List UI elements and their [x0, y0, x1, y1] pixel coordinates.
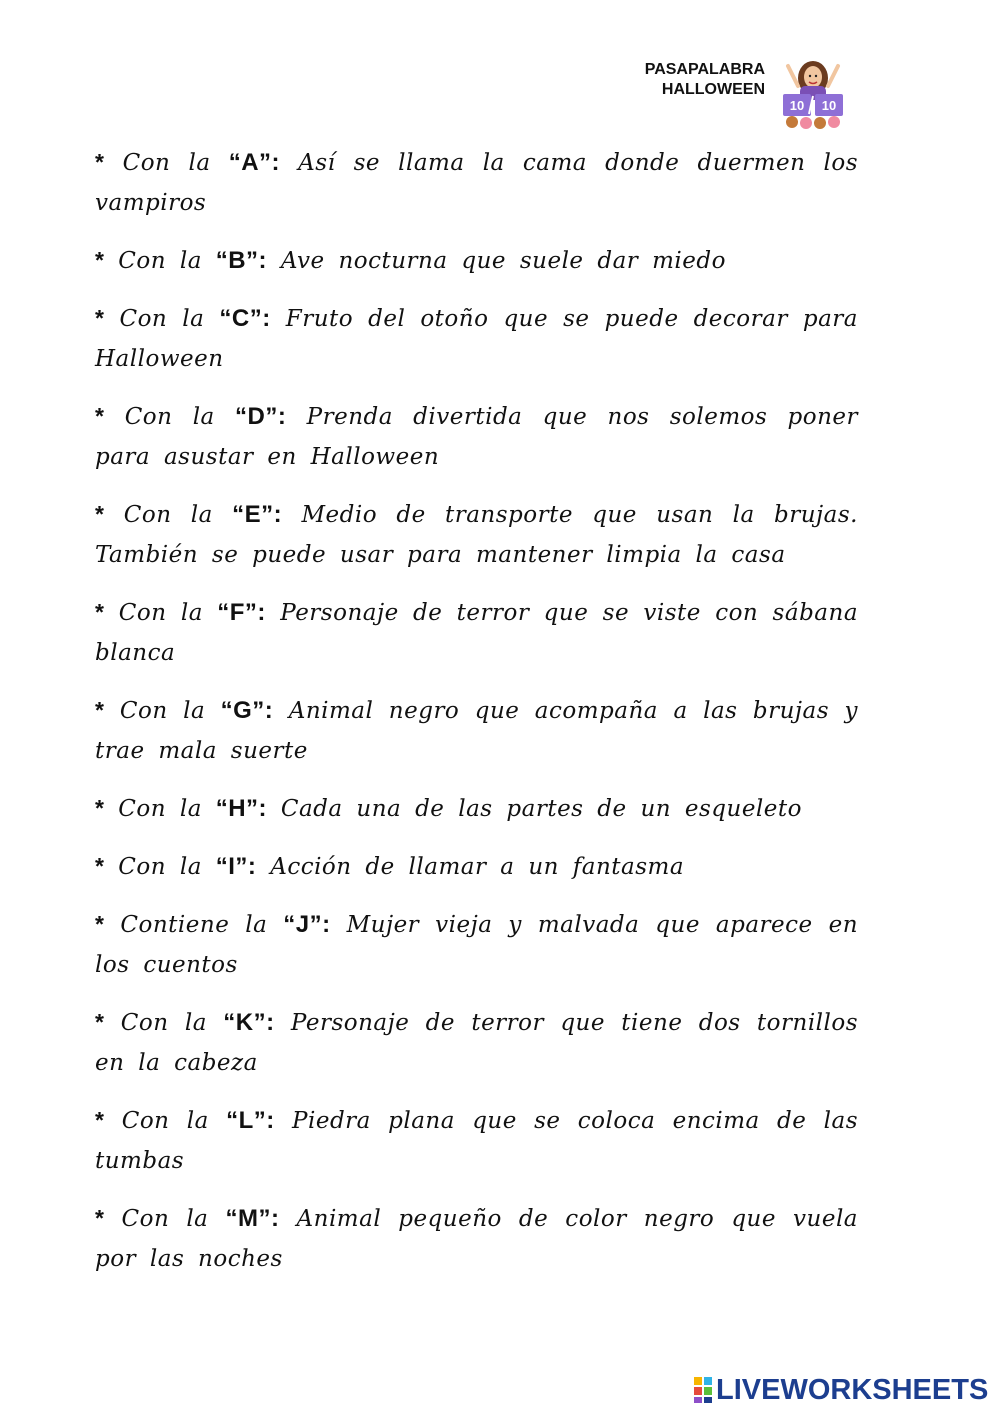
clue-item: [95, 690, 858, 771]
clue-text: Animal negro que acompaña a las brujas y trae mala suerte: [95, 698, 859, 764]
clue-prefix: Con la: [124, 404, 215, 430]
clue-item: [95, 788, 858, 829]
title-line-1: PASAPALABRA: [644, 61, 765, 78]
clue-star: *: [95, 795, 105, 821]
clue-star: *: [95, 599, 105, 625]
clue-item: [95, 396, 858, 477]
clue-star: *: [95, 501, 105, 527]
clue-text: Personaje de terror que tiene dos tornillos en la cabeza: [95, 1010, 859, 1076]
clue-item: [95, 846, 858, 887]
clue-star: *: [95, 247, 105, 273]
clue-letter: “D”:: [235, 403, 287, 430]
clue-text: Cada una de las partes de un esqueleto: [280, 796, 802, 822]
clue-item: [95, 1198, 858, 1279]
clue-item: [95, 904, 858, 985]
clue-letter: “I”:: [215, 853, 257, 880]
clue-item: [95, 240, 858, 281]
clue-prefix: Con la: [123, 502, 213, 528]
clue-text: Medio de transporte que usan la brujas. También se puede usar para mantener limpia la casa: [95, 502, 858, 568]
clue-letter: “F”:: [217, 599, 266, 626]
clue-letter: “C”:: [219, 305, 271, 332]
clue-star: *: [95, 403, 105, 429]
clue-prefix: Con la: [118, 854, 202, 880]
clue-prefix: Contiene la: [120, 912, 268, 938]
clue-prefix: Con la: [118, 600, 203, 626]
clue-star: *: [95, 1009, 105, 1035]
clue-prefix: Con la: [121, 1206, 209, 1232]
clue-text: Así se llama la cama donde duermen los vampiros: [95, 150, 859, 216]
clue-text: Prenda divertida que nos solemos poner para asustar en Halloween: [95, 404, 859, 470]
clue-item: [95, 1002, 858, 1083]
clue-prefix: Con la: [119, 306, 205, 332]
clue-prefix: Con la: [118, 796, 202, 822]
sign-right-text: 10: [821, 98, 837, 113]
clue-list: [95, 142, 858, 1296]
clue-prefix: Con la: [121, 1108, 209, 1134]
clue-prefix: Con la: [122, 150, 211, 176]
clue-text: Fruto del otoño que se puede decorar para Halloween: [95, 306, 859, 372]
clue-prefix: Con la: [119, 698, 206, 724]
clue-letter: “L”:: [226, 1107, 275, 1134]
clue-letter: “E”:: [232, 501, 283, 528]
clue-letter: “K”:: [223, 1009, 275, 1036]
clue-text: Mujer vieja y malvada que aparece en los cuentos: [95, 912, 859, 978]
clue-star: *: [95, 1107, 105, 1133]
clue-item: [95, 592, 858, 673]
bitmoji-avatar-icon: [778, 56, 848, 130]
clue-star: *: [95, 1205, 105, 1231]
clue-letter: “A”:: [228, 149, 281, 176]
clue-text: Animal pequeño de color negro que vuela por las noches: [95, 1206, 859, 1272]
worksheet-title: [560, 60, 765, 100]
clue-text: Piedra plana que se coloca encima de las tumbas: [95, 1108, 858, 1174]
clue-star: *: [95, 911, 105, 937]
clue-text: Personaje de terror que se viste con sábana blanca: [95, 600, 859, 666]
clue-item: [95, 1100, 858, 1181]
clue-item: [95, 142, 858, 223]
liveworksheets-logo-icon: [692, 1375, 714, 1405]
clue-text: Acción de llamar a un fantasma: [270, 854, 685, 880]
clue-prefix: Con la: [120, 1010, 207, 1036]
liveworksheets-logo[interactable]: [692, 1372, 992, 1408]
clue-letter: “H”:: [215, 795, 268, 822]
clue-letter: “G”:: [220, 697, 274, 724]
clue-star: *: [95, 853, 105, 879]
sign-left-text: 10: [789, 98, 805, 113]
logo-text: LIVEWORKSHEETS: [716, 1373, 989, 1406]
clue-letter: “M”:: [225, 1205, 280, 1232]
clue-letter: “B”:: [215, 247, 268, 274]
clue-letter: “J”:: [283, 911, 331, 938]
clue-star: *: [95, 149, 105, 175]
clue-star: *: [95, 305, 105, 331]
clue-text: Ave nocturna que suele dar miedo: [280, 248, 726, 274]
title-line-2: HALLOWEEN: [661, 81, 765, 98]
clue-item: [95, 298, 858, 379]
clue-prefix: Con la: [118, 248, 202, 274]
clue-item: [95, 494, 858, 575]
clue-star: *: [95, 697, 105, 723]
